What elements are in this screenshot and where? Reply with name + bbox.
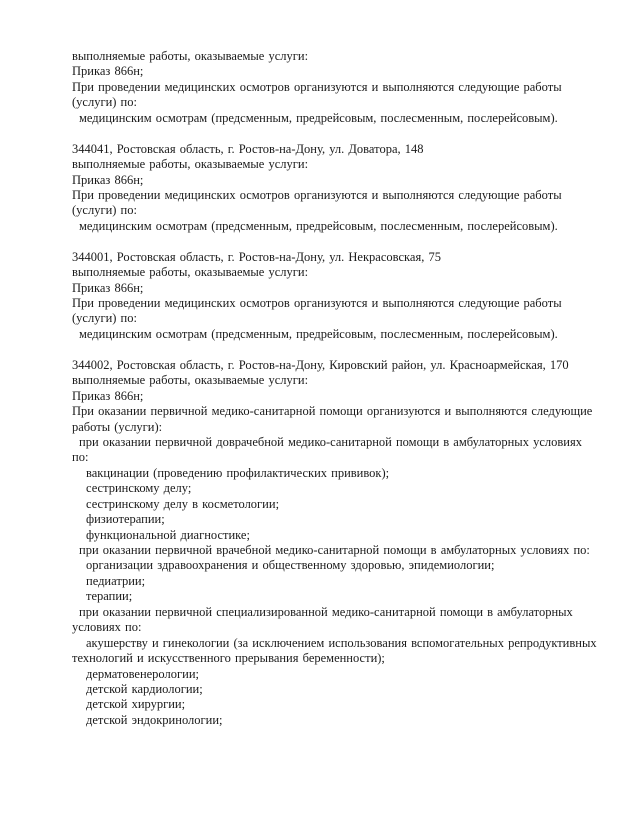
text-line: (услуги) по: (72, 95, 137, 110)
text-line: При проведении медицинских осмотров организуются и выполняются следующие работы (72, 187, 562, 202)
text-line: терапии; (86, 589, 133, 604)
text-line: работы (услуги): (72, 419, 163, 434)
text-line: (услуги) по: (72, 311, 137, 326)
document-text-block (72, 49, 602, 728)
text-line: акушерству и гинекологии (за исключением использования вспомогательных репродуктивных (86, 635, 597, 650)
text-line: педиатрии; (86, 573, 146, 588)
text-line: организации здравоохранения и общественному здоровью, эпидемиологии; (86, 558, 495, 573)
text-line: выполняемые работы, оказываемые услуги: (72, 265, 309, 280)
blank-line (72, 234, 602, 249)
text-line: сестринскому делу в косметологии; (86, 496, 280, 511)
text-line: Приказ 866н; (72, 280, 144, 295)
text-line: при оказании первичной специализированной медико-санитарной помощи в амбулаторных (79, 604, 573, 619)
text-line: При проведении медицинских осмотров организуются и выполняются следующие работы (72, 296, 562, 310)
text-line: выполняемые работы, оказываемые услуги: (72, 373, 309, 388)
text-line: выполняемые работы, оказываемые услуги: (72, 157, 309, 172)
text-line: При оказании первичной медико-санитарной помощи организуются и выполняются следующие (72, 404, 593, 419)
text-line: Приказ 866н; (72, 172, 144, 187)
text-line: технологий и искусственного прерывания беременности); (72, 651, 385, 666)
text-line: при оказании первичной доврачебной медико-санитарной помощи в амбулаторных условиях (79, 434, 582, 449)
text-line: медицинским осмотрам (предсменным, предрейсовым, послесменным, послерейсовым). (79, 110, 558, 125)
text-line: 344002, Ростовская область, г. Ростов-на-Дону, Кировский район, ул. Красноармейская, 170 (72, 357, 569, 372)
text-line: детской эндокринологии; (86, 712, 223, 727)
text-line: выполняемые работы, оказываемые услуги: (72, 49, 309, 63)
text-line: (услуги) по: (72, 203, 137, 218)
text-line: Приказ 866н; (72, 64, 144, 79)
text-line: вакцинации (проведению профилактических прививок); (86, 465, 390, 480)
text-line: 344001, Ростовская область, г. Ростов-на-Дону, ул. Некрасовская, 75 (72, 249, 441, 264)
text-line: При проведении медицинских осмотров организуются и выполняются следующие работы (72, 79, 562, 94)
text-line: сестринскому делу; (86, 481, 192, 496)
text-line: медицинским осмотрам (предсменным, предрейсовым, послесменным, послерейсовым). (79, 218, 558, 233)
text-line: медицинским осмотрам (предсменным, предрейсовым, послесменным, послерейсовым). (79, 326, 558, 341)
text-line: 344041, Ростовская область, г. Ростов-на-Дону, ул. Доватора, 148 (72, 141, 424, 156)
blank-line (72, 126, 602, 141)
text-line: при оказании первичной врачебной медико-санитарной помощи в амбулаторных условиях по: (79, 543, 590, 557)
text-line: детской кардиологии; (86, 681, 203, 696)
text-line: детской хирургии; (86, 697, 186, 712)
text-line: функциональной диагностике; (86, 527, 250, 542)
text-line: Приказ 866н; (72, 388, 144, 403)
text-line: условиях по: (72, 620, 142, 635)
text-line: физиотерапии; (86, 512, 165, 527)
text-line: дерматовенерологии; (86, 666, 199, 681)
blank-line (72, 342, 602, 357)
text-line: по: (72, 450, 89, 465)
